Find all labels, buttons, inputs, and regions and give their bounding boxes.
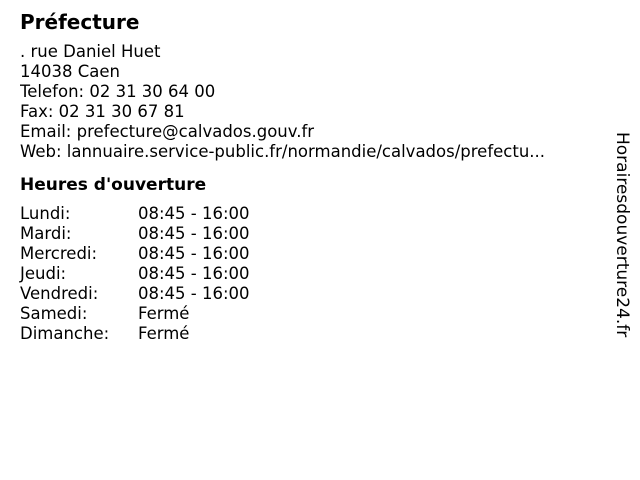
email-row — [20, 122, 600, 142]
hours-row — [20, 204, 600, 224]
city-postal: 14038 Caen — [20, 62, 120, 81]
site-watermark: Horairesdouverture24.fr — [612, 132, 632, 338]
place-title: Préfecture — [20, 10, 140, 34]
hours-row — [20, 264, 600, 284]
hours-time: 08:45 - 16:00 — [138, 224, 250, 243]
web-row — [20, 142, 600, 162]
hours-day: Dimanche: — [20, 324, 110, 343]
street-address: . rue Daniel Huet — [20, 42, 161, 61]
email-link[interactable]: prefecture@calvados.gouv.fr — [76, 122, 315, 141]
hours-day: Mardi: — [20, 224, 72, 243]
hours-day: Mercredi: — [20, 244, 98, 263]
hours-time: 08:45 - 16:00 — [138, 244, 250, 263]
hours-time: Fermé — [138, 324, 190, 343]
hours-row — [20, 244, 600, 264]
place-card — [20, 10, 600, 344]
email-label: Email: — [20, 122, 77, 141]
hours-time: Fermé — [138, 304, 190, 323]
phone-number: Telefon: 02 31 30 64 00 — [20, 82, 216, 101]
hours-time: 08:45 - 16:00 — [138, 204, 250, 223]
web-label: Web: — [20, 142, 67, 161]
hours-day: Samedi: — [20, 304, 88, 323]
hours-row — [20, 284, 600, 304]
opening-hours-list — [20, 204, 600, 344]
hours-row — [20, 324, 600, 344]
hours-row — [20, 304, 600, 324]
fax-number: Fax: 02 31 30 67 81 — [20, 102, 185, 121]
hours-day: Jeudi: — [20, 264, 67, 283]
hours-day: Vendredi: — [20, 284, 99, 303]
opening-hours-heading: Heures d'ouverture — [20, 175, 207, 195]
hours-time: 08:45 - 16:00 — [138, 264, 250, 283]
hours-day: Lundi: — [20, 204, 71, 223]
web-link[interactable]: lannuaire.service-public.fr/normandie/calvados/prefectu... — [66, 142, 546, 161]
hours-row — [20, 224, 600, 244]
hours-time: 08:45 - 16:00 — [138, 284, 250, 303]
